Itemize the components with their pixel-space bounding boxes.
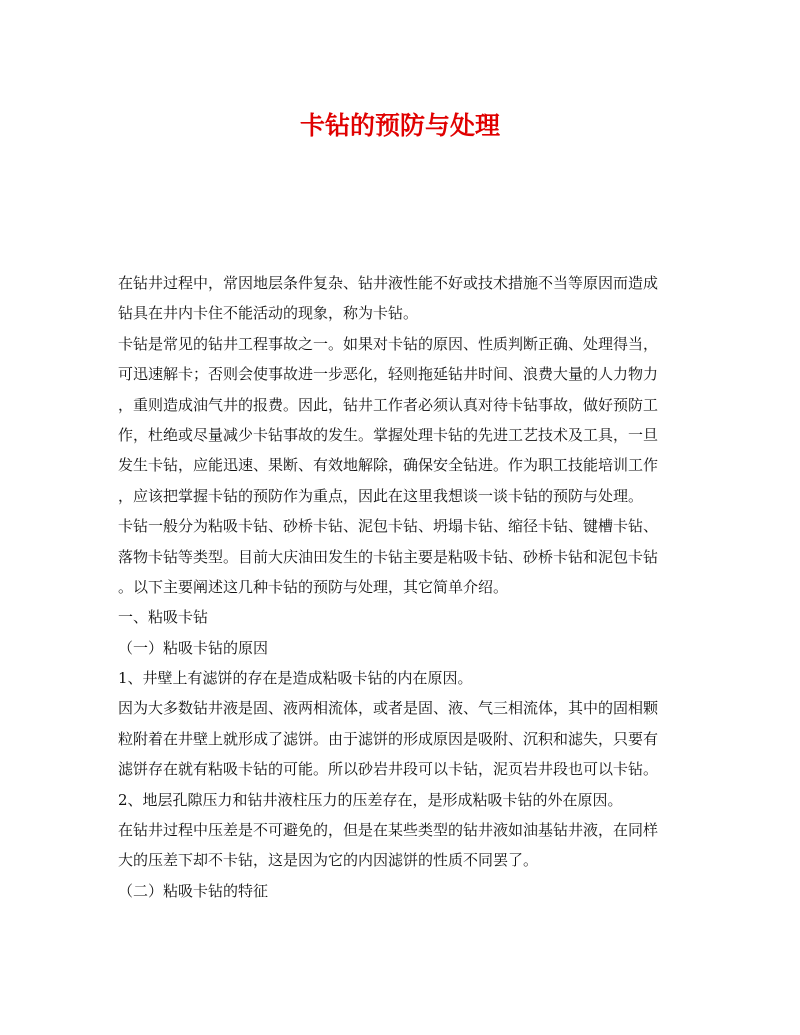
body-line: 粒附着在井壁上就形成了滤饼。由于滤饼的形成原因是吸附、沉积和滤失，只要有	[118, 729, 659, 748]
body-line: 落物卡钻等类型。目前大庆油田发生的卡钻主要是粘吸卡钻、砂桥卡钻和泥包卡钻	[118, 547, 659, 566]
subsection-heading: （二）粘吸卡钻的特征	[118, 881, 269, 900]
body-line: 。以下主要阐述这几种卡钻的预防与处理，其它简单介绍。	[118, 577, 509, 596]
body-line: 钻具在井内卡住不能活动的现象，称为卡钻。	[118, 304, 419, 323]
body-line: 在钻井过程中，常因地层条件复杂、钻井液性能不好或技术措施不当等原因而造成	[118, 274, 659, 292]
body-line: 作，杜绝或尽量减少卡钻事故的发生。掌握处理卡钻的先进工艺技术及工具，一旦	[118, 425, 659, 444]
document-body	[118, 268, 696, 906]
body-line: 在钻井过程中压差是不可避免的，但是在某些类型的钻井液如油基钻井液，在同样	[118, 821, 659, 840]
body-line: 发生卡钻，应能迅速、果断、有效地解除，确保安全钻进。作为职工技能培训工作	[118, 456, 659, 475]
body-line: 大的压差下却不卡钻，这是因为它的内因滤饼的性质不同罢了。	[118, 851, 539, 870]
body-line: 可迅速解卡；否则会使事故进一步恶化，轻则拖延钻井时间、浪费大量的人力物力	[118, 365, 659, 384]
document-title: 卡钻的预防与处理	[299, 111, 500, 140]
body-line: 滤饼存在就有粘吸卡钻的可能。所以砂岩井段可以卡钻，泥页岩井段也可以卡钻。	[118, 760, 659, 779]
body-line: ，重则造成油气井的报费。因此，钻井工作者必须认真对待卡钻事故，做好预防工	[118, 395, 659, 414]
body-line: 1、井壁上有滤饼的存在是造成粘吸卡钻的内在原因。	[118, 669, 473, 688]
body-line: 卡钻一般分为粘吸卡钻、砂桥卡钻、泥包卡钻、坍塌卡钻、缩径卡钻、键槽卡钻、	[118, 517, 659, 536]
body-line: 2、地层孔隙压力和钻井液柱压力的压差存在，是形成粘吸卡钻的外在原因。	[118, 790, 623, 809]
body-line: ，应该把掌握卡钻的预防作为重点，因此在这里我想谈一谈卡钻的预防与处理。	[118, 486, 644, 505]
subsection-heading: （一）粘吸卡钻的原因	[118, 638, 269, 657]
body-line: 因为大多数钻井液是固、液两相流体，或者是固、液、气三相流体，其中的固相颗	[118, 699, 659, 718]
body-line: 卡钻是常见的钻井工程事故之一。如果对卡钻的原因、性质判断正确、处理得当，	[118, 334, 659, 353]
section-heading: 一、粘吸卡钻	[118, 608, 209, 627]
